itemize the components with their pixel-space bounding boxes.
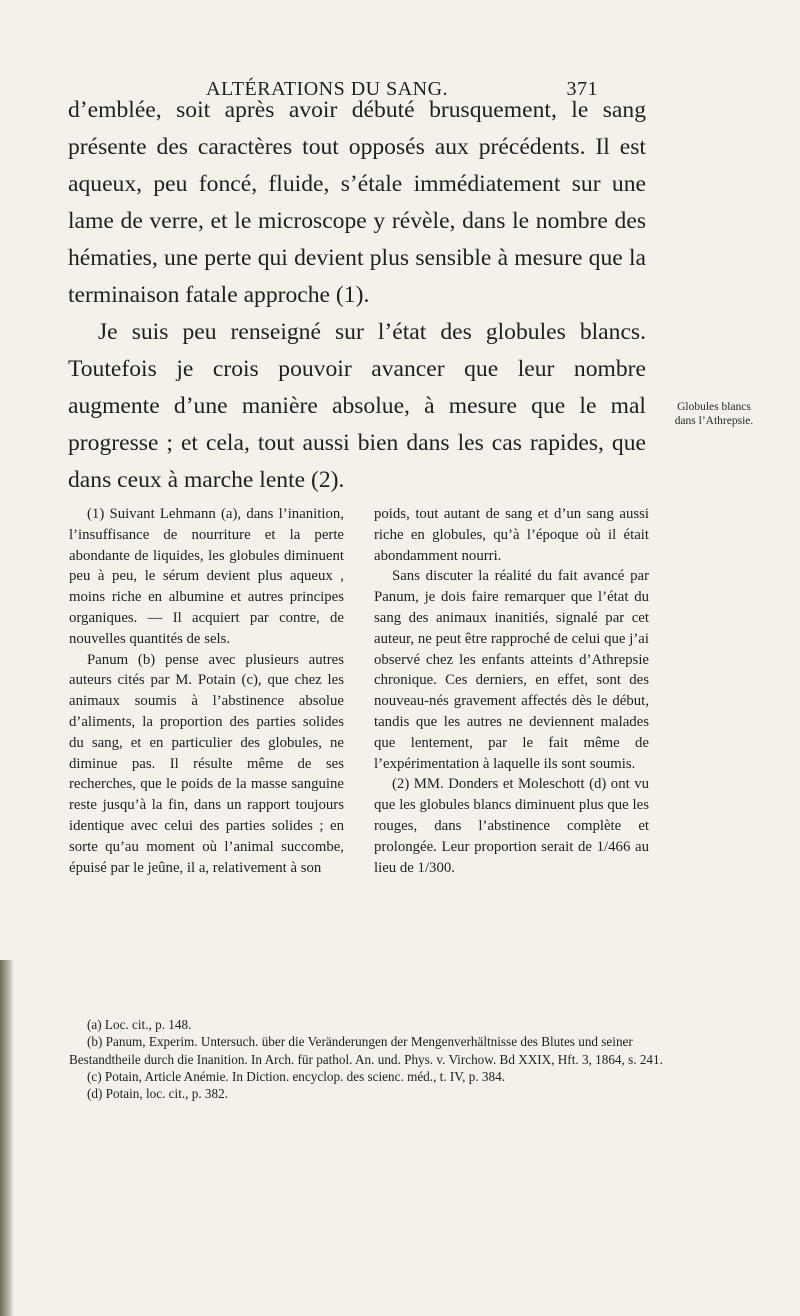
reference-item: (b) Panum, Experim. Untersuch. über die Veränderungen der Mengenverhältnisse des Blutes und seiner Bestandtheile durch die Inanition. In Arch. für pathol. An. und. Phys. v. Virchow. Bd XXIX, Hft. 3, 1864, s. 241. <box>69 1034 663 1067</box>
page-number: 371 <box>566 78 598 100</box>
running-title: ALTÉRATIONS DU SANG. <box>206 78 449 100</box>
reference-item: (a) Loc. cit., p. 148. <box>87 1017 192 1032</box>
footnotes-right-column <box>374 504 649 878</box>
footnotes-left-column <box>69 504 344 878</box>
main-paragraph-2: Je suis peu renseigné sur l’état des globules blancs. Toutefois je crois pouvoir avancer que leur nombre augmente d’une manière absolue, à mesure que le mal progresse ; et cela, tout aussi bien dans les cas rapides, que dans ceux à marche lente (2). <box>68 319 646 493</box>
margin-note: Globules blancs dans l’Athrepsie. <box>674 401 754 427</box>
reference-item: (c) Potain, Article Anémie. In Diction. encyclop. des scienc. méd., t. IV, p. 384. <box>87 1068 505 1084</box>
footnote-paragraph: Sans discuter la réalité du fait avancé par Panum, je dois faire remarquer que l’état du sang des animaux inanitiés, signalé par cet auteur, ne peut être rapproché de celui que j’ai observé chez les enfants atteints d’Athrepsie chronique. Ces derniers, en effet, sont des nouveau-nés gravement affectés dès le début, tandis que les autres ne deviennent malades que lentement, par le fait même de l’expérimentation à laquelle ils sont soumis. <box>374 568 649 772</box>
main-text <box>68 92 646 499</box>
reference-item: (d) Potain, loc. cit., p. 382. <box>87 1086 229 1102</box>
footnote-paragraph: (2) MM. Donders et Moleschott (d) ont vu que les globules blancs diminuent plus que les rouges, dans l’abstinence complète et prolongée. Leur proportion serait de 1/466 au lieu de 1/300. <box>374 776 649 876</box>
main-paragraph-1: d’emblée, soit après avoir débuté brusquement, le sang présente des caractères tout opposés aux précédents. Il est aqueux, peu foncé, fluide, s’étale immédiatement sur une lame de verre, et le microscope y révèle, dans le nombre des hématies, une perte qui devient plus sensible à mesure que la terminaison fatale approche (1). <box>68 97 646 308</box>
footnote-paragraph: poids, tout autant de sang et d’un sang aussi riche en globules, qu’à l’époque où il était abondamment nourri. <box>374 506 649 564</box>
page-edge-shadow <box>0 960 14 1316</box>
footnote-paragraph: (1) Suivant Lehmann (a), dans l’inanition, l’insuffisance de nourriture et la perte abondante de liquides, les globules diminuent peu à peu, le sérum devient plus aqueux , moins riche en albumine et autres principes organiques. — Il acquiert par contre, de nouvelles quantités de sels. <box>69 506 344 647</box>
footnote-paragraph: Panum (b) pense avec plusieurs autres auteurs cités par M. Potain (c), que chez les animaux soumis à l’abstinence absolue d’aliments, la proportion des parties solides du sang, et en particulier des globules, ne diminue pas. Il résulte même de ses recherches, que le poids de la masse sanguine reste jusqu’à la fin, dans un rapport toujours identique avec celui des parties solides ; en sorte qu’au moment où l’animal succombe, épuisé par le jeûne, il a, relativement à son <box>69 651 344 876</box>
references <box>69 1016 689 1102</box>
